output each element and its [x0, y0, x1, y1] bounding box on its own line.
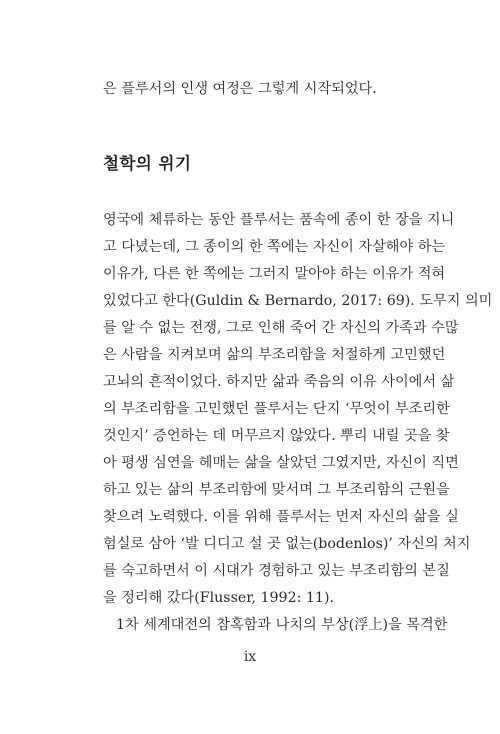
- page-number: ix: [243, 649, 257, 665]
- body-line: 의 부조리함을 고민했던 플루서는 단지 ‘무엇이 부조리한: [103, 401, 450, 417]
- body-line: 하고 있는 삶의 부조리함에 맞서며 그 부조리함의 근원을: [103, 482, 450, 498]
- body-line: 이유가, 다른 한 쪽에는 그러지 말아야 하는 이유가 적혀: [103, 266, 446, 282]
- body-line: 찾으려 노력했다. 이를 위해 플루서는 먼저 자신의 삶을 실: [103, 509, 459, 525]
- body-line: 험실로 삼아 ‘발 디디고 설 곳 없는(bodenlos)’ 자신의 처지: [103, 536, 471, 552]
- body-line: 영국에 체류하는 동안 플루서는 품속에 종이 한 장을 지니: [103, 212, 455, 228]
- body-line: 고 다녔는데, 그 종이의 한 쪽에는 자신이 자살해야 하는: [103, 239, 446, 255]
- body-line: 고뇌의 흔적이었다. 하지만 삶과 죽음의 이유 사이에서 삶: [103, 374, 455, 390]
- section-heading: 철학의 위기: [103, 154, 192, 173]
- body-line: 은 사람을 지켜보며 삶의 부조리함을 처절하게 고민했던: [103, 347, 446, 363]
- body-line: 아 평생 심연을 헤매는 삶을 살았던 그였지만, 자신이 직면: [103, 455, 459, 471]
- body-line: 를 숙고하면서 이 시대가 경험하고 있는 부조리함의 본질: [103, 563, 450, 579]
- body-paragraphs: [103, 210, 493, 642]
- body-line: 것인지’ 증언하는 데 머무르지 않았다. 뿌리 내릴 곳을 찾: [103, 428, 450, 444]
- body-line: 를 알 수 없는 전쟁, 그로 인해 죽어 간 자신의 가족과 수많: [103, 320, 459, 336]
- body-line: 1차 세계대전의 참혹함과 나치의 부상(浮上)을 목격한: [116, 617, 448, 633]
- opening-line: 은 플루서의 인생 여정은 그렇게 시작되었다.: [103, 81, 377, 97]
- body-line: 을 정리해 갔다(Flusser, 1992: 11).: [103, 590, 334, 606]
- body-line: 있었다고 한다(Guldin & Bernardo, 2017: 69). 도무지 의미: [103, 293, 493, 309]
